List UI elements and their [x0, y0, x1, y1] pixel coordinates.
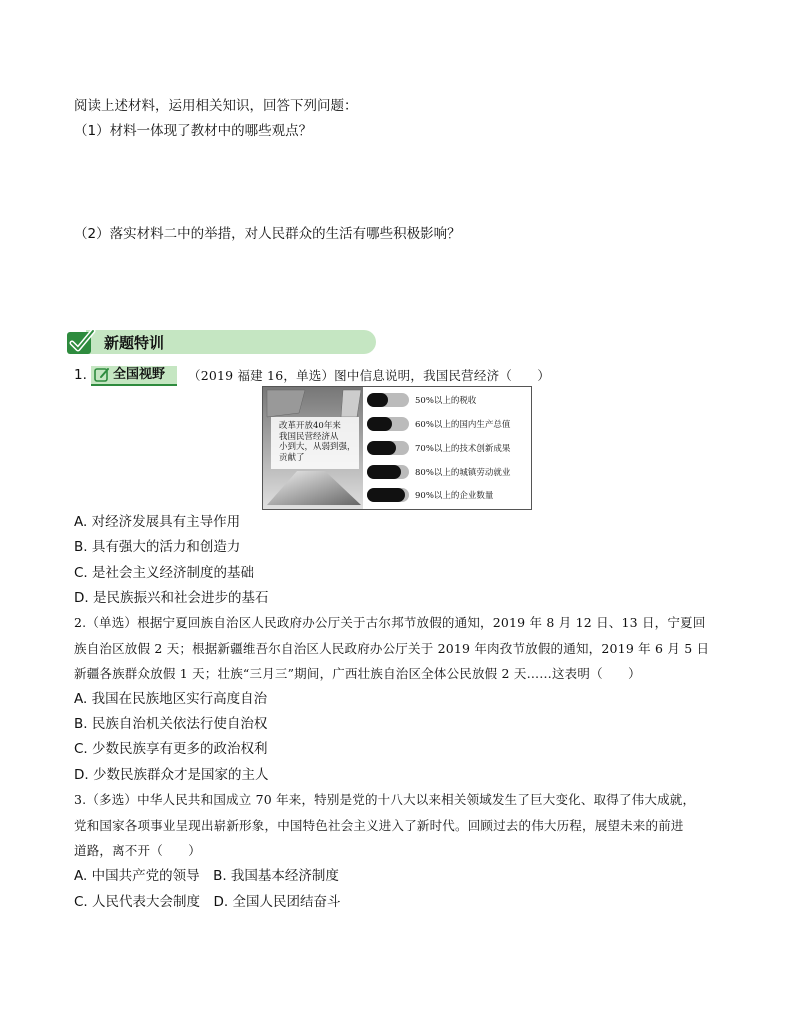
figure-caption-line: 改革开放40年来 [279, 421, 341, 431]
figure-bar-label: 80%以上的城镇劳动就业 [415, 468, 511, 478]
progress-pill-fill [367, 441, 396, 455]
progress-pill-fill [367, 417, 392, 431]
question-2-stem-line: 新疆各族群众放假 1 天；壮族“三月三”期间，广西壮族自治区全体公民放假 2 天……这表明（ ） [74, 666, 641, 681]
figure-bar-row [367, 465, 527, 481]
progress-pill [367, 393, 409, 407]
figure-caption [279, 421, 356, 463]
national-view-badge [91, 366, 177, 386]
question-2-option-b: B. 民族自治机关依法行使自治权 [74, 716, 268, 732]
question-2-stem-line: 族自治区放假 2 天；根据新疆维吾尔自治区人民政府办公厅关于 2019 年肉孜节放假的通知，2019 年 6 月 5 日 [74, 641, 710, 656]
section-header [66, 328, 376, 354]
question-2-option-c: C. 少数民族享有更多的政治权利 [74, 741, 268, 757]
figure-bar-row [367, 417, 527, 433]
progress-pill-fill [367, 488, 405, 502]
progress-pill-fill [367, 393, 388, 407]
figure-bar-label: 50%以上的税收 [415, 396, 477, 406]
progress-pill [367, 488, 409, 502]
section-title: 新题特训 [104, 334, 165, 352]
private-economy-figure [262, 386, 532, 510]
question-1-number: 1. [74, 367, 87, 383]
figure-bar-row [367, 393, 527, 409]
figure-bar-row [367, 441, 527, 457]
sub-question-2: （2）落实材料二中的举措，对人民群众的生活有哪些积极影响？ [74, 226, 461, 242]
figure-caption-line: 小到大，从弱到强， [279, 442, 356, 452]
pencil-edit-icon [94, 367, 110, 383]
question-3-options-row-1: A. 中国共产党的领导 B. 我国基本经济制度 [74, 868, 339, 884]
progress-pill [367, 417, 409, 431]
question-3-options-row-2: C. 人民代表大会制度 D. 全国人民团结奋斗 [74, 894, 341, 910]
badge-label: 全国视野 [113, 367, 166, 382]
question-2-option-d: D. 少数民族群众才是国家的主人 [74, 767, 269, 783]
question-1-option-d: D. 是民族振兴和社会进步的基石 [74, 590, 269, 606]
figure-bar-label: 60%以上的国内生产总值 [415, 420, 511, 430]
question-3-stem-line: 党和国家各项事业呈现出崭新形象，中国特色社会主义进入了新时代。回顾过去的伟大历程，展望未来的前进 [74, 818, 684, 833]
question-1-stem: （2019 福建 16，单选）图中信息说明，我国民营经济（ ） [188, 368, 551, 383]
figure-bar-label: 90%以上的企业数量 [415, 491, 494, 501]
question-2-stem-line: 2.（单选）根据宁夏回族自治区人民政府办公厅关于古尔邦节放假的通知，2019 年 8 月 12 日、13 日，宁夏回 [74, 615, 706, 630]
question-1-option-a: A. 对经济发展具有主导作用 [74, 514, 241, 530]
figure-caption-line: 贡献了 [279, 452, 305, 463]
question-1-option-b: B. 具有强大的活力和创造力 [74, 539, 241, 555]
progress-pill [367, 465, 409, 479]
progress-pill-fill [367, 465, 401, 479]
intro-text: 阅读上述材料，运用相关知识，回答下列问题： [74, 98, 358, 114]
progress-pill [367, 441, 409, 455]
figure-caption-line: 我国民营经济从 [279, 431, 339, 442]
question-1-option-c: C. 是社会主义经济制度的基础 [74, 565, 255, 581]
question-3-stem-line: 3.（多选）中华人民共和国成立 70 年来，特别是党的十八大以来相关领域发生了巨大变化、取得了伟大成就， [74, 792, 696, 807]
figure-bar-row [367, 488, 527, 504]
question-3-stem-line: 道路，离不开（ ） [74, 843, 202, 858]
check-icon [66, 328, 96, 356]
question-2-option-a: A. 我国在民族地区实行高度自治 [74, 691, 268, 707]
figure-bar-label: 70%以上的技术创新成果 [415, 444, 511, 454]
sub-question-1: （1）材料一体现了教材中的哪些观点？ [74, 123, 313, 139]
